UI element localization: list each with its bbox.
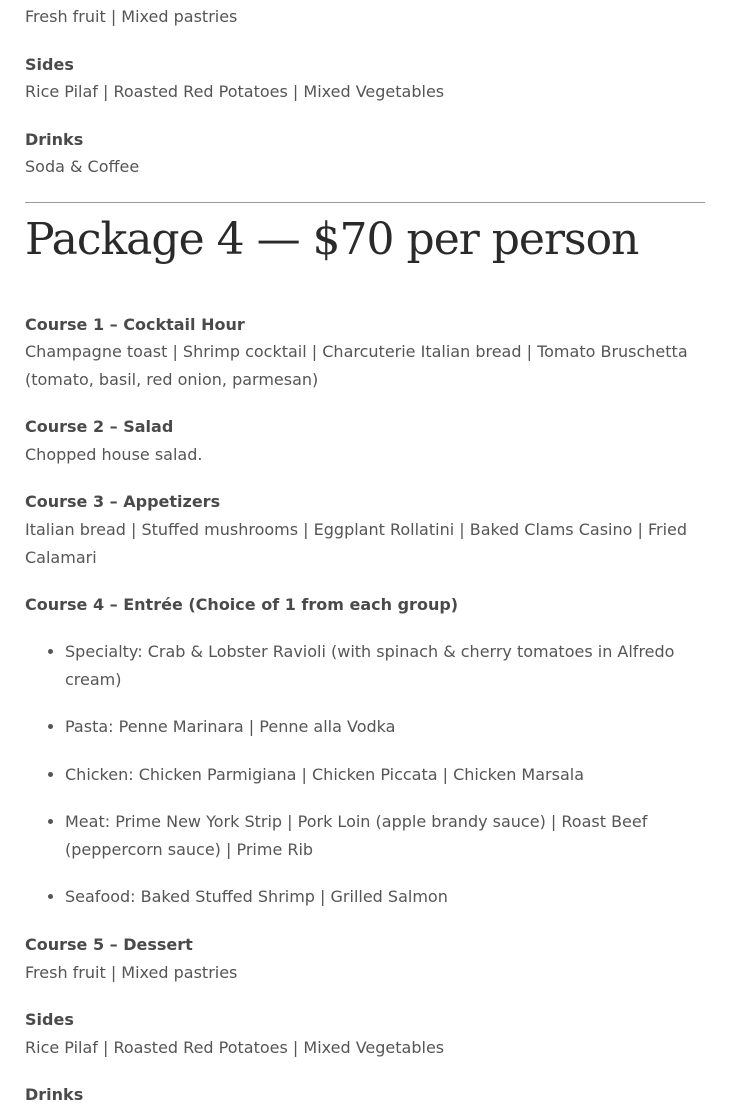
section-divider [25,202,705,203]
prev-dessert-items: Fresh fruit | Mixed pastries [25,7,238,26]
sides-label: Sides [25,1010,74,1029]
prev-drinks-label: Drinks [25,130,84,149]
course-1-label: Course 1 – Cocktail Hour [25,315,245,334]
course-3-items: Italian bread | Stuffed mushrooms | Eggplant Rollatini | Baked Clams Casino | Fried Calamari [25,520,688,567]
course-4-group-list [25,638,705,911]
list-item: • Meat: Prime New York Strip | Pork Loin (apple brandy sauce) | Roast Beef (peppercorn sauce) | Prime Rib [65,808,705,863]
course-4-label: Course 4 – Entrée (Choice of 1 from each group) [25,595,459,614]
course-2-items: Chopped house salad. [25,445,203,464]
course-5-label: Course 5 – Dessert [25,935,193,954]
list-item: • Specialty: Crab & Lobster Ravioli (with spinach & cherry tomatoes in Alfredo cream) [65,638,705,693]
list-item: • Chicken: Chicken Parmigiana | Chicken Piccata | Chicken Marsala [65,761,705,789]
prev-drinks-items: Soda & Coffee [25,157,140,176]
drinks-label: Drinks [25,1085,84,1104]
sides-items: Rice Pilaf | Roasted Red Potatoes | Mixed Vegetables [25,1038,445,1057]
prev-sides-label: Sides [25,55,74,74]
list-item: • Seafood: Baked Stuffed Shrimp | Grilled Salmon [65,883,705,911]
course-3-label: Course 3 – Appetizers [25,492,221,511]
course-5-items: Fresh fruit | Mixed pastries [25,963,238,982]
course-1-items: Champagne toast | Shrimp cocktail | Charcuterie Italian bread | Tomato Bruschetta (tomato, basil, red onion, parmesan) [25,342,688,389]
prev-sides-items: Rice Pilaf | Roasted Red Potatoes | Mixed Vegetables [25,82,445,101]
course-2-label: Course 2 – Salad [25,417,174,436]
package-4-title: Package 4 — $70 per person [25,214,639,265]
list-item: • Pasta: Penne Marinara | Penne alla Vodka [65,713,705,741]
